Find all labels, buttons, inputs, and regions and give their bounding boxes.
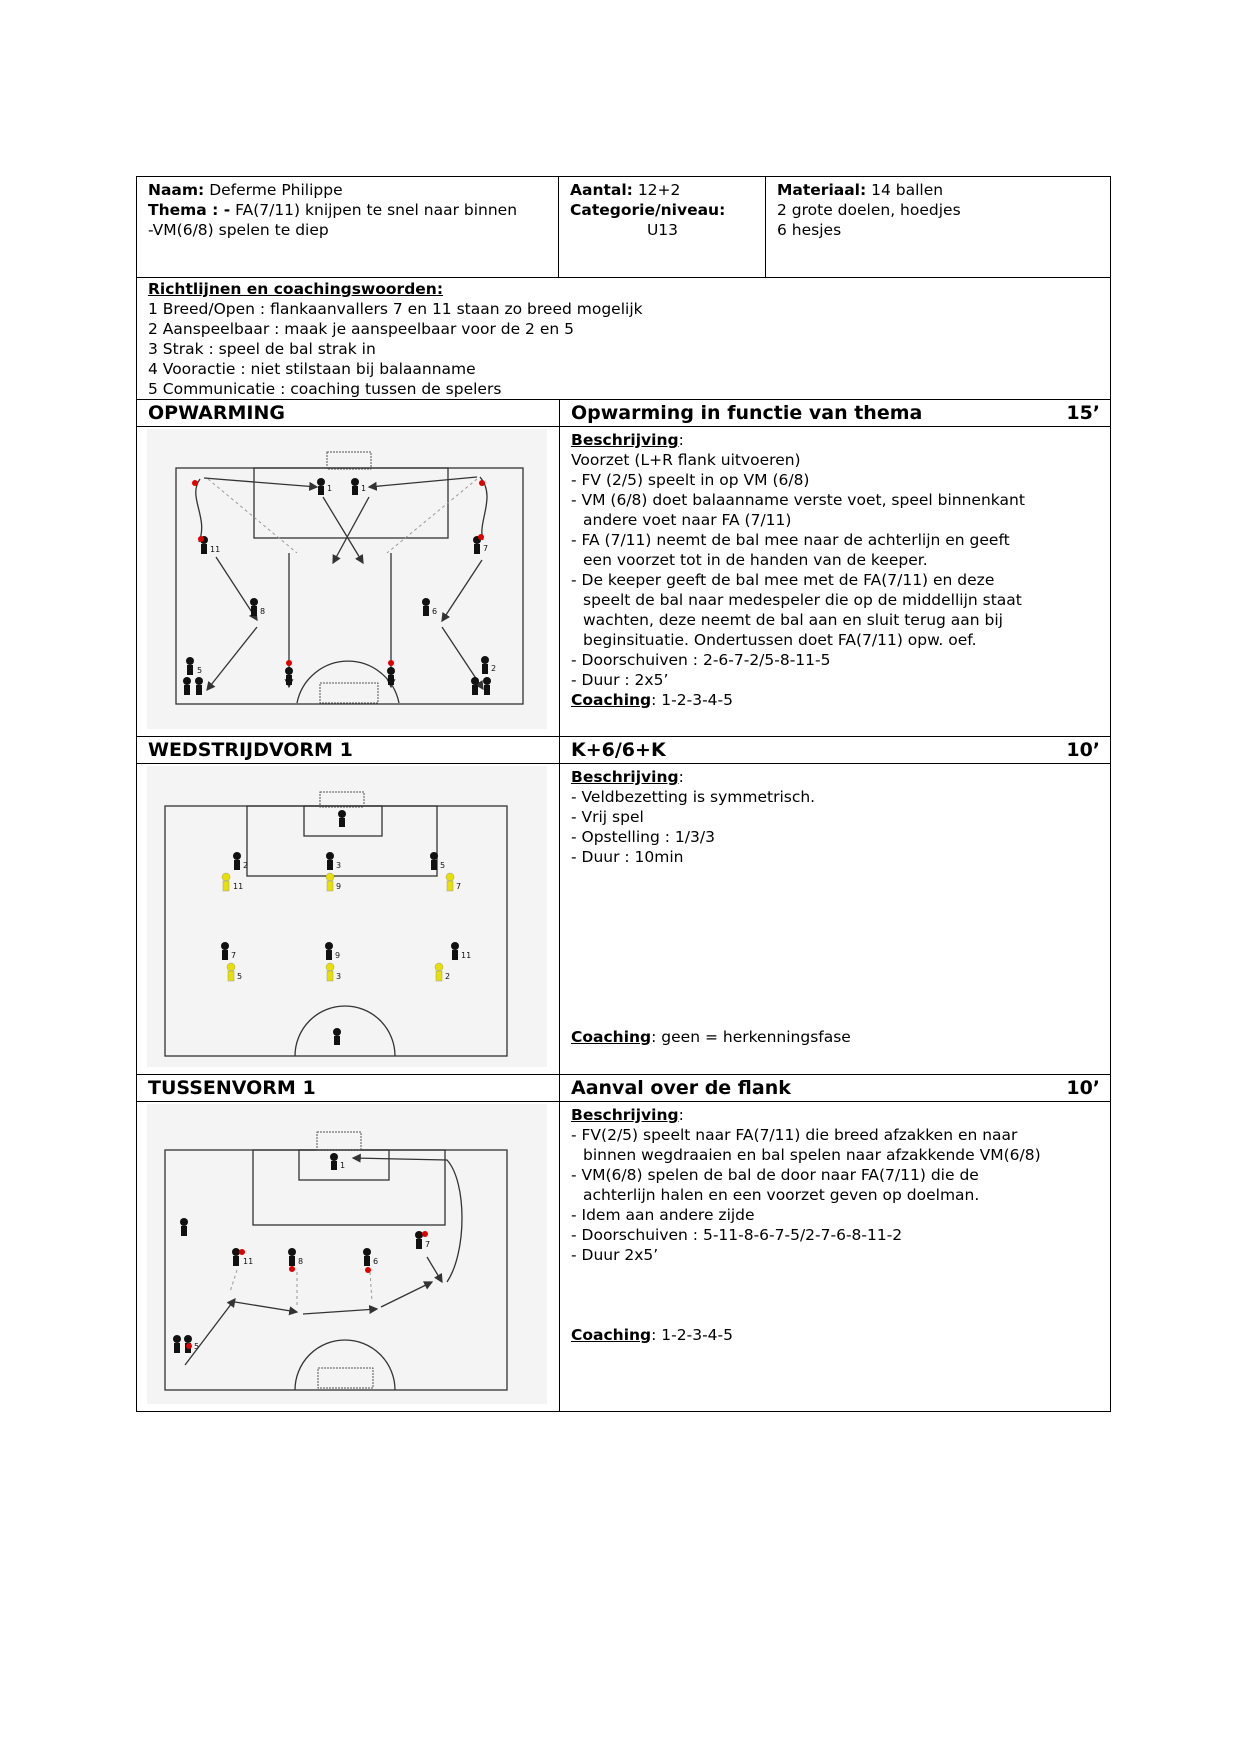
section-time: 10’: [1066, 739, 1101, 761]
player-number: 7: [231, 951, 237, 960]
materiaal-value: 14 ballen: [871, 181, 944, 199]
desc-line: - Doorschuiven : 2-6-7-2/5-8-11-5: [571, 651, 831, 669]
player-number: 1: [327, 484, 333, 493]
desc-line: binnen wegdraaien en bal spelen naar afzakkende VM(6/8): [583, 1146, 1041, 1164]
coaching-label: Coaching: [571, 1028, 652, 1046]
richtlijn-item: 2 Aanspeelbaar : maak je aanspeelbaar voor de 2 en 5: [148, 320, 574, 338]
desc-line: - VM (6/8) doet balaanname verste voet, speel binnenkant: [571, 491, 1025, 509]
thema-label: Thema : -: [148, 201, 231, 219]
player-number: 8: [298, 1257, 304, 1266]
player-number: 7: [425, 1240, 431, 1249]
desc-line: achterlijn halen en een voorzet geven op doelman.: [583, 1186, 980, 1204]
desc-line: - FA (7/11) neemt de bal mee naar de achterlijn en geeft: [571, 531, 1010, 549]
desc-line: - Duur : 2x5’: [571, 671, 669, 689]
section-name: WEDSTRIJDVORM 1: [137, 737, 560, 764]
aantal-cell: [559, 177, 766, 278]
desc-line: - De keeper geeft de bal mee met de FA(7/11) en deze: [571, 571, 995, 589]
coaching-value: : geen = herkenningsfase: [651, 1028, 851, 1046]
player-number: 11: [210, 545, 221, 554]
player-number: 6: [373, 1257, 379, 1266]
section-header-tussenvorm: [137, 1075, 1111, 1102]
desc-line: - Idem aan andere zijde: [571, 1206, 755, 1224]
desc-line: speelt de bal naar medespeler die op de middellijn staat: [583, 591, 1022, 609]
richtlijn-item: 1 Breed/Open : flankaanvallers 7 en 11 staan zo breed mogelijk: [148, 300, 643, 318]
section-title: Aanval over de flank: [571, 1077, 791, 1099]
opwarming-diagram: [137, 427, 558, 731]
player-number: 5: [237, 972, 243, 981]
richtlijn-item: 5 Communicatie : coaching tussen de spelers: [148, 380, 502, 398]
beschrijving-label: Beschrijving: [571, 1106, 679, 1124]
naam-label: Naam:: [148, 181, 205, 199]
description-cell: Beschrijving: Voorzet (L+R flank uitvoeren) - FV (2/5) speelt in op VM (6/8) - VM (6/8) doet balaanname verste voet, speel binnenkant andere voet naar FA (7/11) - FA (7/11) neemt de bal mee naar de achterlijn en geeft een voorzet tot in de handen van de keeper. - De keeper geeft de bal mee met de FA(7/11) en deze speelt de bal naar medespeler die op de middellijn staat wachten, deze neemt de bal aan en sluit terug aan bij beginsituatie. Ondertussen doet FA(7/11) opw. oef. - Doorschuiven : 2-6-7-2/5-8-11-5 - Duur : 2x5’ Coaching: 1-2-3-4-5: [560, 427, 1111, 737]
richtlijnen-cell: [137, 278, 1111, 400]
section-time: 10’: [1066, 1077, 1101, 1099]
diagram-bg: [147, 766, 547, 1067]
header-row: [137, 177, 1111, 278]
desc-line: andere voet naar FA (7/11): [583, 511, 792, 529]
player-number: 3: [336, 861, 342, 870]
player-number: 11: [233, 882, 244, 891]
desc-line: - Duur 2x5’: [571, 1246, 659, 1264]
aantal-value: 12+2: [637, 181, 681, 199]
desc-line: - VM(6/8) spelen de bal de door naar FA(7/11) die de: [571, 1166, 979, 1184]
desc-line: Voorzet (L+R flank uitvoeren): [571, 451, 801, 469]
tussenvorm-diagram: [137, 1102, 558, 1406]
desc-line: - Veldbezetting is symmetrisch.: [571, 788, 816, 806]
beschrijving-label: Beschrijving: [571, 431, 679, 449]
player-number: 6: [432, 607, 438, 616]
materiaal-cell: [766, 177, 1111, 278]
naam-value: Deferme Philippe: [209, 181, 343, 199]
player-number: 2: [243, 861, 249, 870]
materiaal-line2: 2 grote doelen, hoedjes: [777, 201, 961, 219]
aantal-label: Aantal:: [570, 181, 633, 199]
diagram-bg: [147, 1104, 547, 1404]
desc-line: - Duur : 10min: [571, 848, 684, 866]
desc-line: - FV (2/5) speelt in op VM (6/8): [571, 471, 810, 489]
richtlijn-item: 3 Strak : speel de bal strak in: [148, 340, 376, 358]
desc-line: - Vrij spel: [571, 808, 644, 826]
richtlijnen-row: [137, 278, 1111, 400]
beschrijving-label: Beschrijving: [571, 768, 679, 786]
coaching-value: : 1-2-3-4-5: [651, 691, 733, 709]
player-number: 5: [194, 1342, 200, 1351]
player-number: 5: [197, 666, 203, 675]
session-body-table: [136, 277, 1111, 1412]
player-number: 2: [445, 972, 451, 981]
player-number: 11: [461, 951, 472, 960]
section-title: K+6/6+K: [571, 739, 666, 761]
player-number: 1: [361, 484, 367, 493]
desc-line: wachten, deze neemt de bal aan en sluit terug aan bij: [583, 611, 1003, 629]
categorie-label: Categorie/niveau:: [570, 201, 726, 219]
materiaal-line3: 6 hesjes: [777, 221, 842, 239]
materiaal-label: Materiaal:: [777, 181, 867, 199]
coaching-label: Coaching: [571, 1326, 652, 1344]
section-header-wedstrijdvorm: [137, 737, 1111, 764]
diagram-cell: [137, 764, 560, 1075]
wedstrijdvorm-diagram: [137, 764, 558, 1069]
desc-line: beginsituatie. Ondertussen doet FA(7/11) opw. oef.: [583, 631, 977, 649]
player-number: 11: [243, 1257, 254, 1266]
player-number: 3: [336, 972, 342, 981]
thema-line1: FA(7/11) knijpen te snel naar binnen: [235, 201, 518, 219]
player-number: 2: [491, 664, 497, 673]
desc-line: - Opstelling : 1/3/3: [571, 828, 715, 846]
player-number: 7: [456, 882, 462, 891]
section-body-tussenvorm: [137, 1102, 1111, 1412]
richtlijn-item: 4 Vooractie : niet stilstaan bij balaanname: [148, 360, 476, 378]
section-header-opwarming: [137, 400, 1111, 427]
player-number: 7: [483, 544, 489, 553]
trainer-cell: [137, 177, 559, 278]
section-name: TUSSENVORM 1: [137, 1075, 560, 1102]
player-number: 9: [336, 882, 342, 891]
section-body-opwarming: [137, 427, 1111, 737]
desc-line: - Doorschuiven : 5-11-8-6-7-5/2-7-6-8-11-2: [571, 1226, 903, 1244]
section-title: Opwarming in functie van thema: [571, 402, 923, 424]
session-sheet: [136, 176, 1110, 1412]
desc-line: een voorzet tot in de handen van de keeper.: [583, 551, 928, 569]
diagram-cell: [137, 1102, 560, 1412]
player-number: 9: [335, 951, 341, 960]
player-number: 5: [440, 861, 446, 870]
diagram-cell: [137, 427, 560, 737]
session-table: [136, 176, 1111, 278]
player-number: 1: [340, 1161, 346, 1170]
richtlijnen-title: Richtlijnen en coachingswoorden:: [148, 280, 444, 298]
description-cell: Beschrijving: - Veldbezetting is symmetrisch. - Vrij spel - Opstelling : 1/3/3 - Duur : 10min Coaching: geen = herkenningsfase: [560, 764, 1111, 1075]
thema-line2: -VM(6/8) spelen te diep: [148, 221, 329, 239]
desc-line: - FV(2/5) speelt naar FA(7/11) die breed afzakken en naar: [571, 1126, 1018, 1144]
section-time: 15’: [1066, 402, 1101, 424]
categorie-value: U13: [646, 221, 679, 239]
section-body-wedstrijdvorm: [137, 764, 1111, 1075]
description-cell: Beschrijving: - FV(2/5) speelt naar FA(7/11) die breed afzakken en naar binnen wegdraaien en bal spelen naar afzakkende VM(6/8) - VM(6/8) spelen de bal de door naar FA(7/11) die de achterlijn halen en een voorzet geven op doelman. - Idem aan andere zijde - Doorschuiven : 5-11-8-6-7-5/2-7-6-8-11-2 - Duur 2x5’ Coaching: 1-2-3-4-5: [560, 1102, 1111, 1412]
player-number: 8: [260, 607, 266, 616]
section-name: OPWARMING: [137, 400, 560, 427]
coaching-value: : 1-2-3-4-5: [651, 1326, 733, 1344]
coaching-label: Coaching: [571, 691, 652, 709]
